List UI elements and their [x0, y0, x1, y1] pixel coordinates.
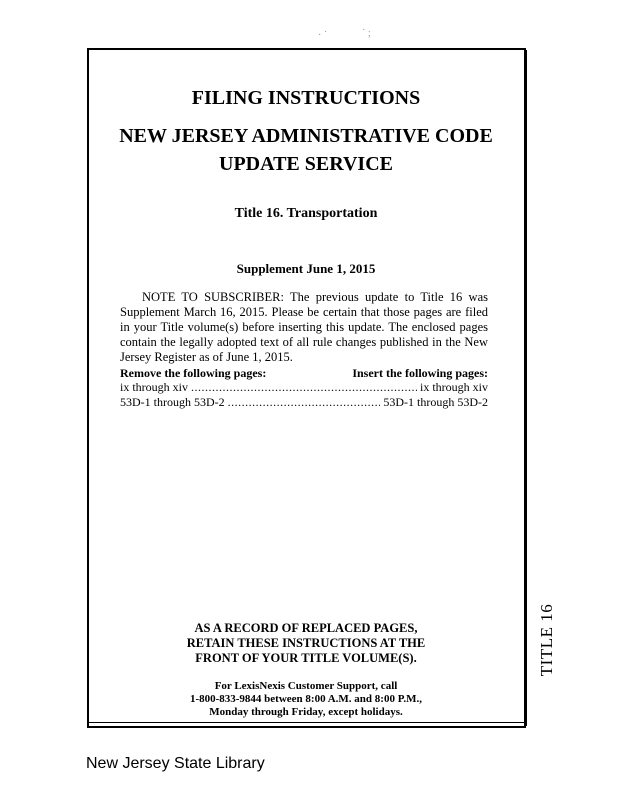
leader-dots [228, 395, 381, 410]
spine-label [527, 600, 567, 680]
record-line2: RETAIN THESE INSTRUCTIONS AT THE [186, 636, 426, 650]
remove-pages: ix through xiv [120, 380, 188, 394]
support-line2: 1-800-833-9844 between 8:00 A.M. and 8:00 P.M., [189, 693, 423, 705]
remove-header: Remove the following pages: [120, 366, 267, 380]
note-text: NOTE TO SUBSCRIBER: The previous update to Title 16 was Supplement March 16, 2015. Please be certain that those pages are filed in your Title volume(s) before inserting this update. The enclosed pages contain the legally adopted text of all rule changes published in the New Jersey Register as of June 1, 2015. [120, 290, 488, 364]
code-heading [90, 122, 522, 178]
filing-instructions-heading: FILING INSTRUCTIONS [191, 87, 421, 109]
leader-dots [191, 380, 417, 395]
code-heading-line1: NEW JERSEY ADMINISTRATIVE CODE [119, 125, 493, 147]
title-label: Title 16. Transportation [234, 206, 378, 221]
record-line1: AS A RECORD OF REPLACED PAGES, [194, 621, 418, 635]
table-row [120, 395, 488, 410]
spine-title: TITLE 16 [537, 603, 557, 677]
record-line3: FRONT OF YOUR TITLE VOLUME(S). [195, 651, 417, 665]
supplement-label: Supplement June 1, 2015 [236, 261, 376, 276]
record-notice [90, 621, 522, 666]
scan-speck: ˙ ; [362, 28, 371, 39]
insert-pages: 53D-1 through 53D-2 [383, 395, 488, 409]
table-row [120, 380, 488, 395]
pages-table-header [120, 366, 488, 381]
code-heading-line2: UPDATE SERVICE [219, 153, 393, 175]
insert-pages: ix through xiv [420, 380, 488, 394]
support-line3: Monday through Friday, except holidays. [209, 706, 403, 718]
note-to-subscriber [120, 290, 488, 365]
support-line1: For LexisNexis Customer Support, call [214, 680, 398, 692]
insert-header: Insert the following pages: [352, 366, 488, 380]
footer-library-name: New Jersey State Library [86, 755, 265, 772]
remove-pages: 53D-1 through 53D-2 [120, 395, 225, 409]
customer-support [90, 680, 522, 719]
bottom-rule [89, 722, 524, 723]
scan-speck: · ˙ [318, 30, 328, 41]
